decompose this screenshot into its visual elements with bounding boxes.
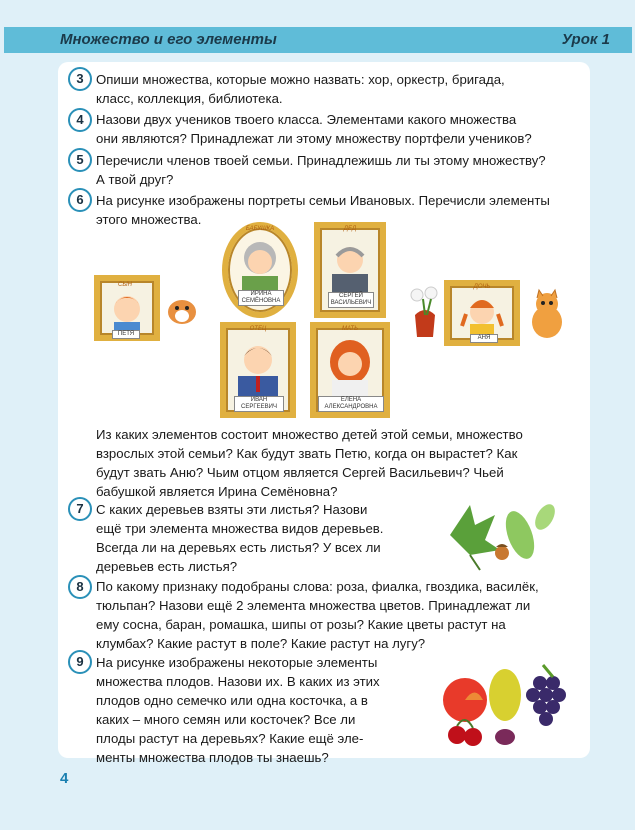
lesson-number: Урок 1: [561, 31, 610, 48]
task-text: Опиши множества, которые можно назвать: хор, оркестр, бригада, класс, коллекция, библиотека.: [96, 72, 505, 106]
plaque-grandmother: ИРИНА СЕМЁНОВНА: [238, 290, 284, 306]
task-number: 4: [68, 108, 92, 132]
task-number: 7: [68, 497, 92, 521]
task-text: На рисунке изображены некоторые элементы множества плодов. Назови их. В каких из этих плодов одно семечко или одна косточка, а в каких – много семян или косточек? Все ли плоды растут на деревьях? Какие ещё эле- менты множества плодов ты знаешь?: [96, 655, 380, 765]
task-text: По какому признаку подобраны слова: роза, фиалка, гвоздика, василёк, тюльпан? Назови ещё 2 элемента множества цветов. Принадлежат ли ему сосна, баран, ромашка, шипы от розы? Какие цветы растут на клумбах? Какие растут в поле? Какие растут на лугу?: [96, 579, 539, 651]
ribbon-grandfather: ДЕД: [343, 226, 357, 232]
task6-followup-text: Из каких элементов состоит множество детей этой семьи, множество взрослых этой семьи? Как будут звать Петю, когда он вырастет? Как будут звать Аню? Чьим отцом является Сергей Васильевич? Чьей бабушкой является Ирина Семёновна?: [96, 427, 523, 499]
plaque-grandfather: СЕРГЕЙ ВАСИЛЬЕВИЧ: [328, 292, 374, 308]
ribbon-mother: МАТЬ: [342, 326, 358, 332]
fruits-illustration: [435, 655, 575, 750]
flower-vase-icon: [405, 285, 445, 340]
task-text: Назови двух учеников твоего класса. Элементами какого множества они являются? Принадлежат ли этому множеству портфели учеников?: [96, 112, 532, 146]
task-number: 5: [68, 148, 92, 172]
cat-icon: [525, 288, 569, 340]
task-text: На рисунке изображены портреты семьи Ивановых. Перечисли элементы этого множества.: [96, 193, 550, 227]
ribbon-father: ОТЕЦ: [249, 326, 267, 332]
task-number: 3: [68, 67, 92, 91]
plaque-son: ПЕТЯ: [112, 330, 140, 339]
plaque-father: ИВАН СЕРГЕЕВИЧ: [234, 396, 284, 412]
plaque-daughter: АНЯ: [470, 334, 498, 343]
page-number: 4: [60, 770, 69, 787]
leaves-illustration: [440, 495, 560, 575]
ribbon-daughter: ДОЧЬ: [473, 284, 491, 290]
task-number: 9: [68, 650, 92, 674]
girl-face-icon: [450, 286, 514, 340]
plaque-mother: ЕЛЕНА АЛЕКСАНДРОВНА: [318, 396, 384, 412]
lesson-header: [4, 27, 632, 53]
ribbon-son: СЫН: [118, 282, 132, 288]
task-number: 6: [68, 188, 92, 212]
task-text: С каких деревьев взяты эти листья? Назови ещё три элемента множества видов деревьев. Всегда ли на деревьях есть листья? У всех ли деревьев есть листья?: [96, 502, 384, 574]
ribbon-grandmother: БАБУШКА: [245, 226, 275, 232]
task-number: 8: [68, 575, 92, 599]
task-text: Перечисли членов твоей семьи. Принадлежишь ли ты этому множеству? А твой друг?: [96, 153, 546, 187]
lesson-title: Множество и его элементы: [60, 31, 277, 48]
dog-icon: [162, 288, 204, 330]
boy-face-icon: [100, 281, 154, 335]
